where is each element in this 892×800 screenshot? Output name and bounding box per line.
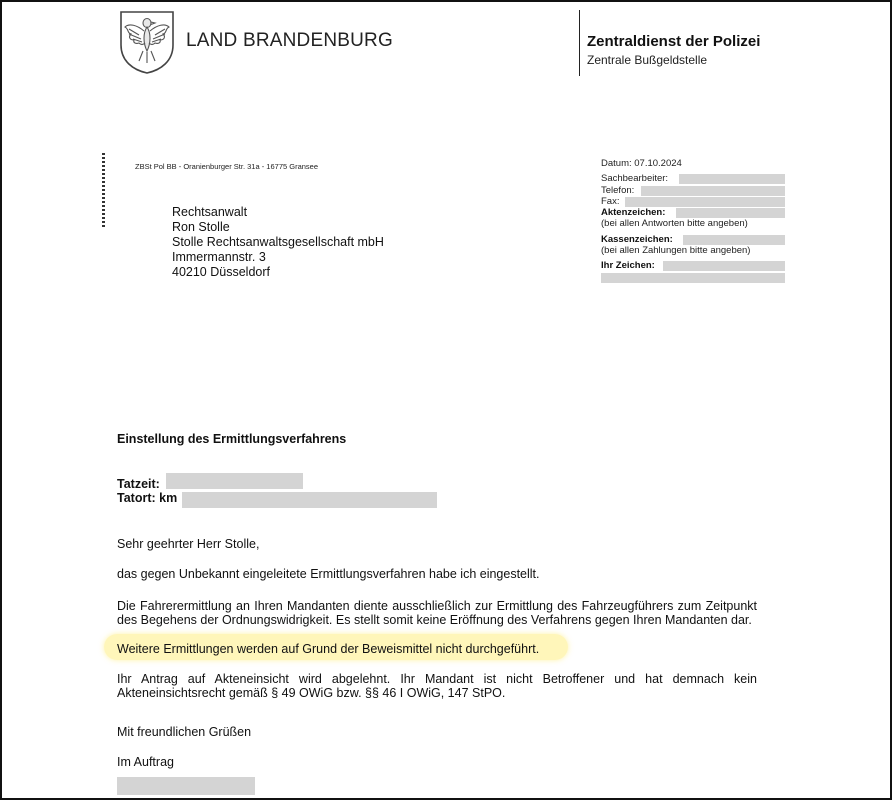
header-divider: [579, 10, 580, 76]
ihr-zeichen-continued: [601, 272, 786, 283]
recipient-address: [172, 205, 384, 280]
im-auftrag: Im Auftrag: [117, 755, 174, 769]
recipient-line: 40210 Düsseldorf: [172, 265, 270, 279]
fax-label: Fax:: [601, 195, 620, 207]
closing: Mit freundlichen Grüßen: [117, 725, 252, 739]
sachbearbeiter-row: [601, 173, 786, 184]
redaction-box: [676, 208, 785, 218]
sachbearbeiter-label: Sachbearbeiter:: [601, 173, 669, 185]
recipient-line: Stolle Rechtsanwaltsgesellschaft mbH: [172, 235, 384, 249]
recipient-line: Immermannstr. 3: [172, 250, 266, 264]
state-name: LAND BRANDENBURG: [186, 30, 393, 51]
reference-info-block: [601, 158, 786, 283]
ihr-zeichen-label: Ihr Zeichen:: [601, 260, 655, 272]
paragraph: Ihr Antrag auf Akteneinsicht wird abgelehnt. Ihr Mandant ist nicht Betroffener und hat demnach kein Akteneinsichtsrecht gemäß § 49 OWiG bzw. §§ 46 I OWiG, 147 StPO.: [117, 672, 757, 700]
date-line: Datum: 07.10.2024: [601, 158, 682, 169]
recipient-line: Rechtsanwalt: [172, 205, 248, 219]
eagle-crest-icon: [117, 9, 177, 75]
redaction-box: [641, 186, 785, 196]
redaction-box: [601, 273, 785, 283]
redaction-box: [182, 492, 437, 508]
telefon-label: Telefon:: [601, 184, 635, 196]
kassenzeichen-row: [601, 234, 786, 245]
department-name: Zentrale Bußgeldstelle: [587, 53, 708, 67]
organization-name: Zentraldienst der Polizei: [587, 33, 761, 50]
kassenzeichen-note: (bei allen Zahlungen bitte angeben): [601, 245, 751, 257]
aktenzeichen-row: [601, 207, 786, 218]
paragraph: Die Fahrerermittlung an Ihren Mandanten diente ausschließlich zur Ermittlung des Fahrzeugführers zum Zeitpunkt des Begehens der Ordnungswidrigkeit. Es stellt somit keine Eröffnung des Verfahrens gegen Ihren Mandanten dar.: [117, 599, 757, 627]
aktenzeichen-label: Aktenzeichen:: [601, 207, 666, 219]
salutation: Sehr geehrter Herr Stolle,: [117, 537, 260, 551]
fax-row: [601, 196, 786, 207]
tatzeit-label: Tatzeit:: [117, 477, 160, 491]
redaction-box: [683, 235, 785, 245]
redaction-box: [166, 473, 303, 489]
paragraph: das gegen Unbekannt eingeleitete Ermittlungsverfahren habe ich eingestellt.: [117, 567, 540, 581]
fold-marks: [102, 153, 105, 229]
redaction-box: [663, 261, 785, 271]
highlighted-paragraph: Weitere Ermittlungen werden auf Grund der Beweismittel nicht durchgeführt.: [117, 642, 540, 656]
redaction-box: [625, 197, 785, 207]
tatort-label: Tatort: km: [117, 491, 178, 505]
signature-redaction: [117, 777, 255, 795]
letter-subject: Einstellung des Ermittlungsverfahrens: [117, 432, 347, 446]
recipient-line: Ron Stolle: [172, 220, 230, 234]
telefon-row: [601, 185, 786, 196]
kassenzeichen-label: Kassenzeichen:: [601, 233, 673, 245]
ihr-zeichen-row: [601, 260, 786, 271]
aktenzeichen-note: (bei allen Antworten bitte angeben): [601, 218, 748, 230]
redaction-box: [679, 174, 785, 184]
sender-return-address: ZBSt Pol BB - Oranienburger Str. 31a - 16775 Gransee: [135, 162, 319, 171]
